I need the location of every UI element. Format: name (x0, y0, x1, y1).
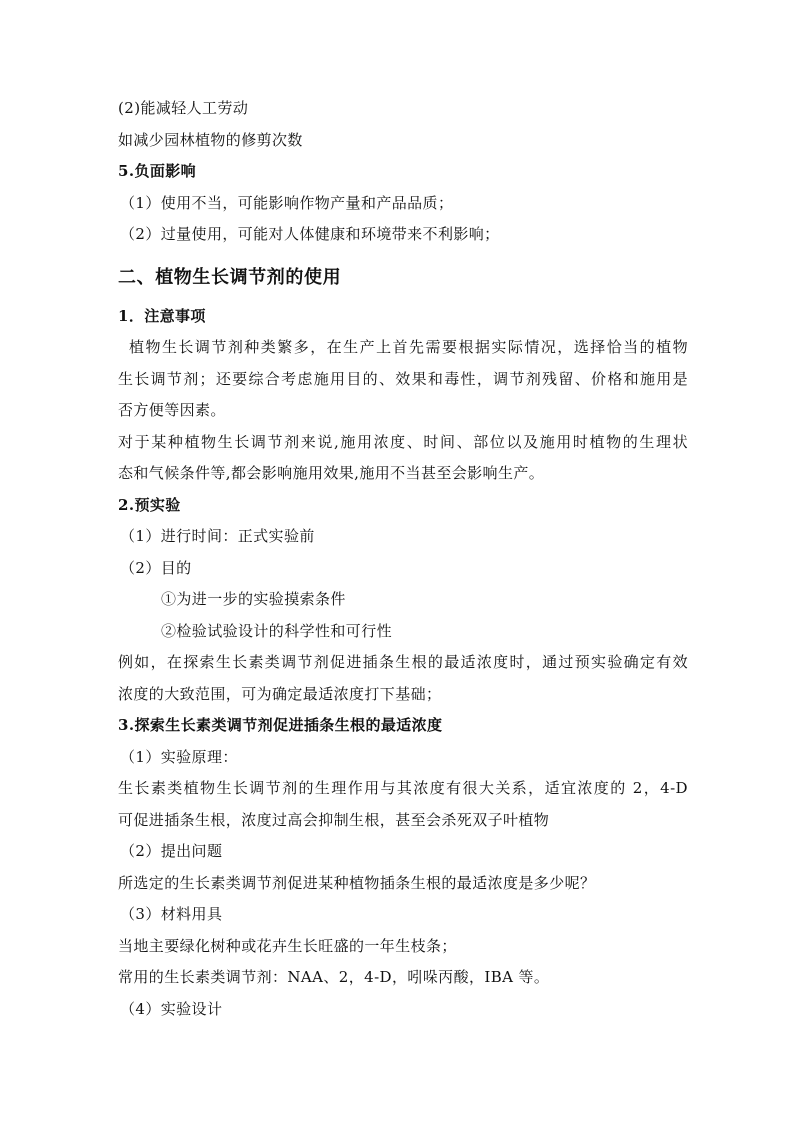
paragraph-line: 植物生长调节剂种类繁多，在生产上首先需要根据实际情况，选择恰当的植物 (129, 338, 688, 356)
paragraph-line: 生长素类植物生长调节剂的生理作用与其浓度有很大关系，适宜浓度的 2，4-D (118, 779, 688, 797)
paragraph-line: 态和气候条件等,都会影响施用效果,施用不当甚至会影响生产。 (118, 464, 545, 482)
paragraph-line: 常用的生长素类调节剂：NAA、2，4-D，吲哚丙酸，IBA 等。 (118, 968, 550, 986)
paragraph-line: 当地主要绿化树种或花卉生长旺盛的一年生枝条； (118, 936, 457, 955)
list-item: （1）进行时间：正式实验前 (120, 527, 315, 545)
section-heading: 3.探索生长素类调节剂促进插条生根的最适浓度 (118, 716, 443, 734)
list-item: （2）提出问题 (120, 842, 223, 860)
document-page (118, 93, 688, 1025)
paragraph-line: 否方便等因素。 (118, 401, 226, 419)
section-heading: 1．注意事项 (118, 306, 206, 325)
list-item: （3）材料用具 (120, 905, 223, 923)
list-item: （2）目的 (120, 558, 192, 577)
section-heading: 2.预实验 (118, 495, 181, 514)
sub-list-item: ②检验试验设计的科学性和可行性 (161, 621, 393, 640)
list-item: （1）使用不当，可能影响作物产量和产品品质； (120, 193, 454, 212)
list-item: （1）实验原理： (120, 747, 238, 766)
sub-list-item: ①为进一步的实验摸索条件 (161, 590, 346, 608)
paragraph-line: 浓度的大致范围，可为确定最适浓度打下基础； (118, 684, 442, 703)
paragraph-line: 例如，在探索生长素类调节剂促进插条生根的最适浓度时，通过预实验确定有效 (118, 653, 688, 671)
chapter-heading: 二、植物生长调节剂的使用 (118, 266, 342, 288)
text-line: 如减少园林植物的修剪次数 (118, 130, 303, 149)
list-item: （2）过量使用，可能对人体健康和环境带来不利影响； (120, 225, 500, 243)
section-heading: 5.负面影响 (118, 162, 197, 180)
list-item: （4）实验设计 (120, 999, 223, 1018)
paragraph-line: 可促进插条生根，浓度过高会抑制生根，甚至会杀死双子叶植物 (118, 810, 550, 829)
text-line: (2)能减轻人工劳动 (118, 99, 249, 117)
paragraph-line: 对于某种植物生长调节剂来说,施用浓度、时间、部位以及施用时植物的生理状 (118, 432, 688, 451)
paragraph-line: 生长调节剂；还要综合考虑施用目的、效果和毒性，调节剂残留、价格和施用是 (118, 369, 688, 388)
paragraph-line: 所选定的生长素类调节剂促进某种植物插条生根的最适浓度是多少呢？ (118, 873, 596, 892)
